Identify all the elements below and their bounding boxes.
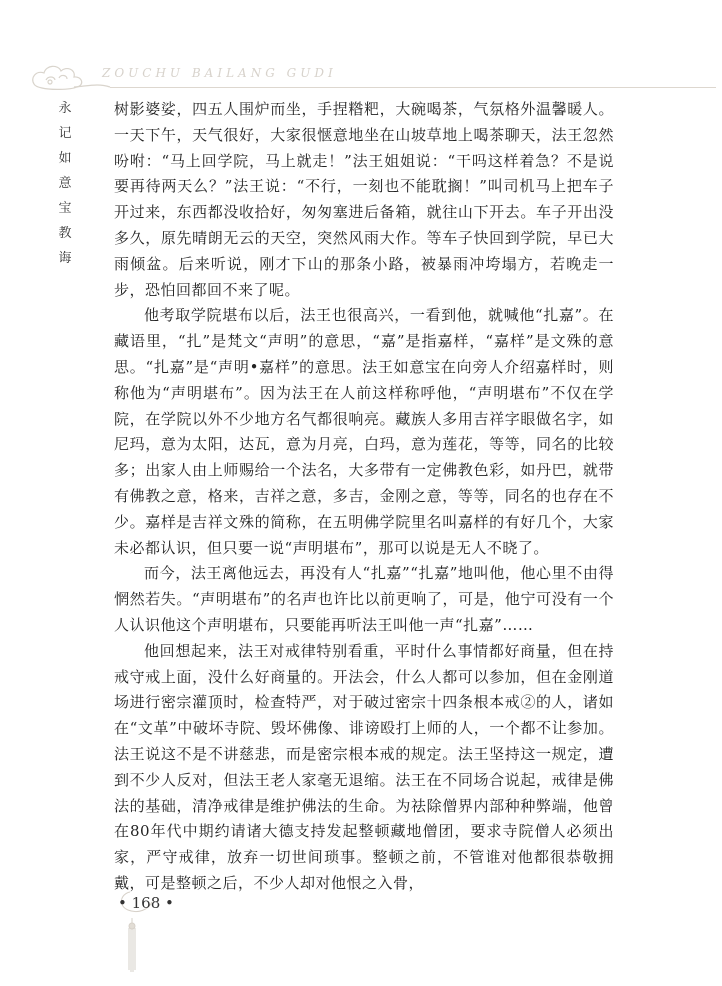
paragraph: 树影婆娑，四五人围炉而坐，手捏糌粑，大碗喝茶，气氛格外温馨暖人。一天下午，天气很好，大家很惬意地坐在山坡草地上喝茶聊天，法王忽然吩咐：“马上回学院，马上就走！”法王姐姐说：“干吗这样着急？不是说要再待两天么？”法王说：“不行，一刻也不能耽搁！”叫司机马上把车子开过来，东西都没收拾好，匆匆塞进后备箱，就往山下开去。车子开出没多久，原先晴朗无云的天空，突然风雨大作。等车子快回到学院，早已大雨倾盆。后来听说，刚才下山的那条小路，被暴雨冲垮塌方，若晚走一步，恐怕回都回不来了呢。 bbox=[114, 100, 614, 299]
side-char: 意 bbox=[58, 176, 72, 191]
paragraph: 他回想起来，法王对戒律特别看重，平时什么事情都好商量，但在持戒守戒上面，没什么好商量的。开法会，什么人都可以参加，但在金刚道场进行密宗灌顶时，检查特严，对于破过密宗十四条根本戒②的人，诸如在“文革”中破坏寺院、毁坏佛像、诽谤殴打上师的人，一个都不让参加。法王说这不是不讲慈悲，而是密宗根本戒的规定。法王坚持这一规定，遭到不少人反对，但法王老人家毫无退缩。法王在不同场合说起，戒律是佛法的基础，清净戒律是维护佛法的生命。为祛除僧界内部种种弊端，他曾在80年代中期约请诸大德支持发起整顿藏地僧团，要求寺院僧人必须出家，严守戒律，放弃一切世间琐事。整顿之前，不管谁对他都很恭敬拥戴，可是整顿之后，不少人却对他恨之入骨， bbox=[114, 641, 614, 892]
body-text bbox=[114, 97, 614, 897]
paragraph: 他考取学院堪布以后，法王也很高兴，一看到他，就喊他“扎嘉”。在藏语里，“扎”是梵文“声明”的意思，“嘉”是指嘉样，“嘉样”是文殊的意思。“扎嘉”是“声明•嘉样”的意思。法王如意宝在向旁人介绍嘉样时，则称他为“声明堪布”。因为法王在人前这样称呼他，“声明堪布”不仅在学院，在学院以外不少地方名气都很响亮。藏族人多用吉祥字眼做名字，如尼玛，意为太阳，达瓦，意为月亮，白玛，意为莲花，等等，同名的比较多；出家人由上师赐给一个法名，大多带有一定佛教色彩，如丹巴，就带有佛教之意，格来，吉祥之意，多吉，金刚之意，等等，同名的也存在不少。嘉样是吉祥文殊的简称，在五明佛学院里名叫嘉样的有好几个，大家未必都认识，但只要一说“声明堪布”，那可以说是无人不晓了。 bbox=[114, 306, 614, 557]
side-char: 如 bbox=[58, 151, 72, 166]
side-char: 宝 bbox=[58, 201, 72, 216]
side-char: 记 bbox=[58, 126, 72, 141]
paragraph: 而今，法王离他远去，再没有人“扎嘉”“扎嘉”地叫他，他心里不由得惘然若失。“声明堪布”的名声也许比以前更响了，可是，他宁可没有一个人认识他这个声明堪布，只要能再听法王叫他一声“扎嘉”…… bbox=[114, 564, 614, 634]
side-char: 教 bbox=[58, 226, 72, 241]
cloud-ornament bbox=[28, 56, 112, 96]
side-char: 诲 bbox=[58, 251, 72, 266]
side-column-title bbox=[53, 101, 77, 267]
header-rule bbox=[110, 87, 716, 88]
side-char: 永 bbox=[58, 101, 72, 116]
page-number: • 168 • bbox=[118, 894, 174, 912]
running-title: ZOUCHU BAILANG GUDI bbox=[102, 66, 337, 80]
page-footer bbox=[112, 888, 174, 978]
